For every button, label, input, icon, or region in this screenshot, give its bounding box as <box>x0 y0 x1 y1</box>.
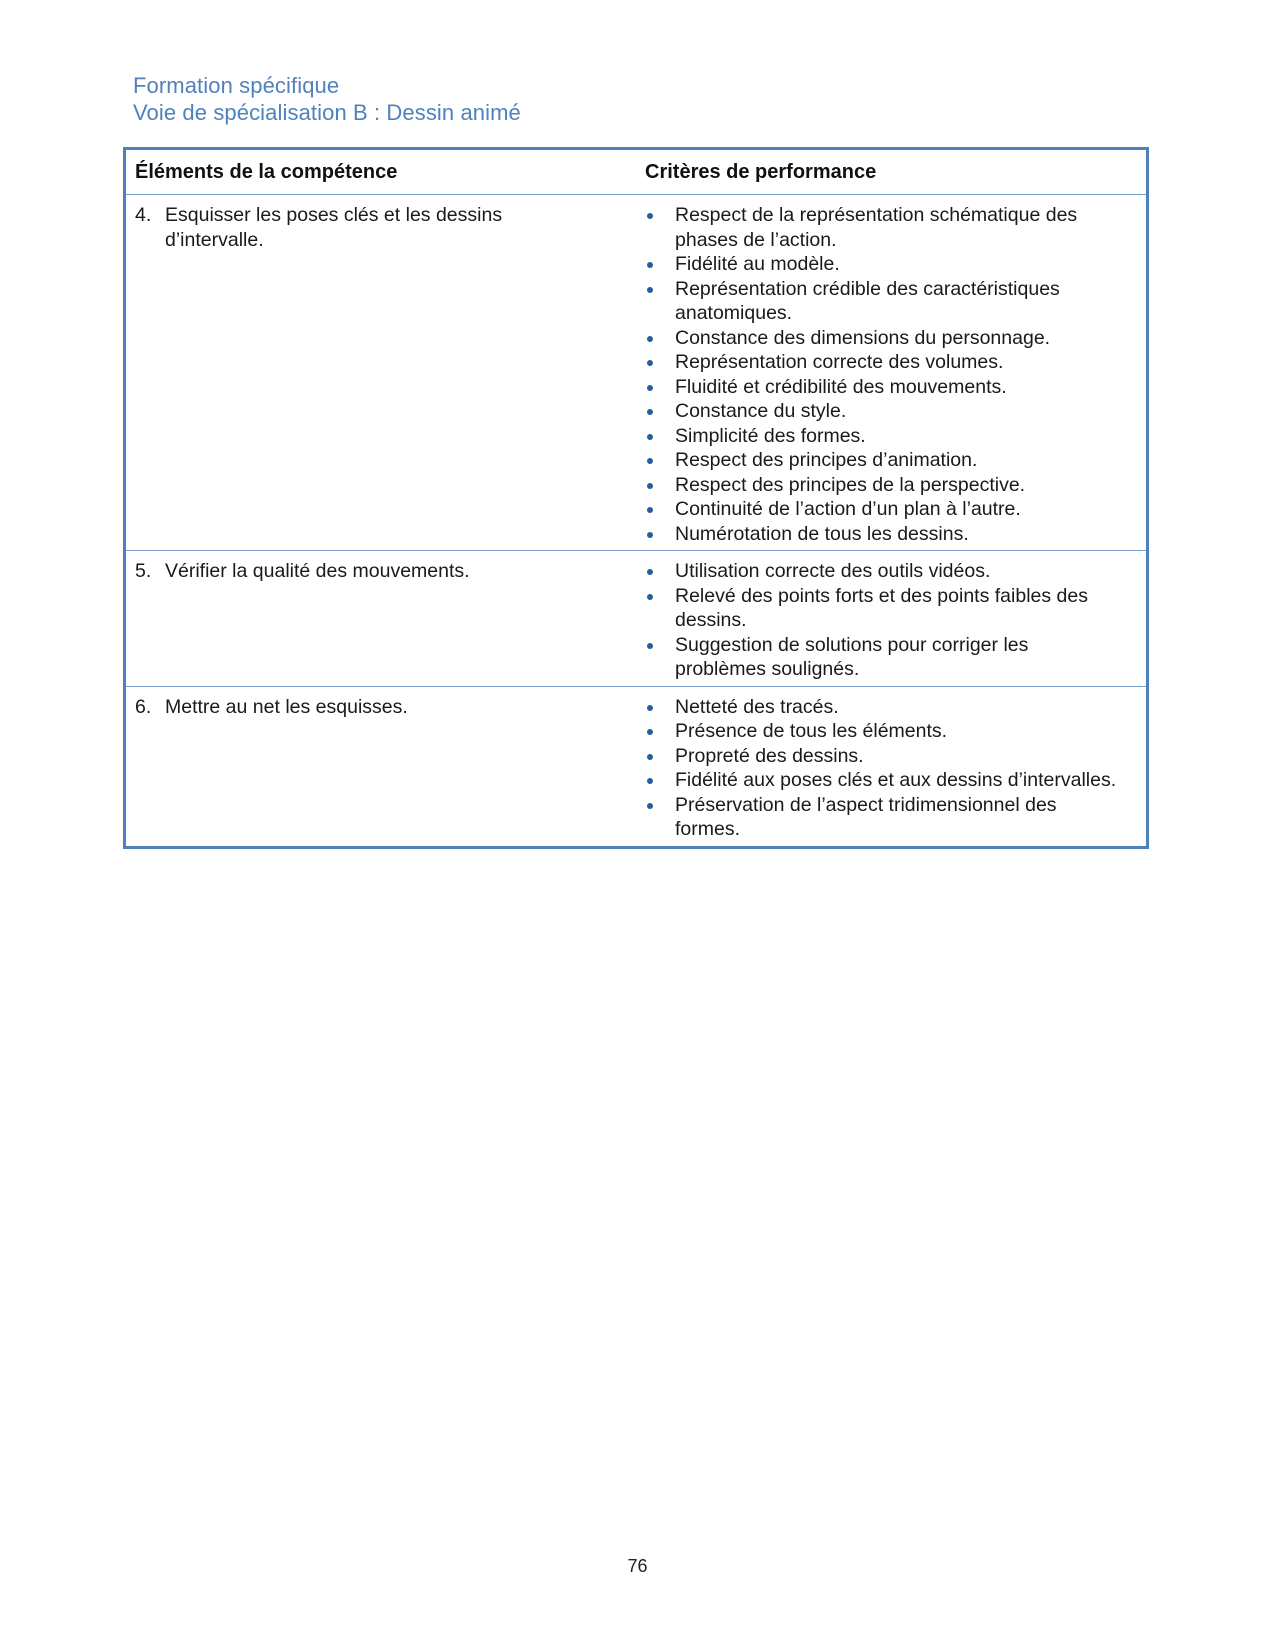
criteria-item: Continuité de l’action d’un plan à l’autre. <box>645 497 1138 522</box>
criteria-item: Fidélité aux poses clés et aux dessins d’intervalles. <box>645 768 1138 793</box>
page-number: 76 <box>627 1556 648 1576</box>
element-cell <box>126 551 636 687</box>
criteria-list <box>645 203 1138 546</box>
criteria-item: Utilisation correcte des outils vidéos. <box>645 559 1138 584</box>
criteria-item: Respect des principes d’animation. <box>645 448 1138 473</box>
element-number: 5. <box>135 560 152 582</box>
table-row <box>126 195 1146 551</box>
section-subtitle: Voie de spécialisation B : Dessin animé <box>133 100 521 125</box>
criteria-item: Relevé des points forts et des points faibles des dessins. <box>645 584 1138 633</box>
criteria-item: Préservation de l’aspect tridimensionnel des formes. <box>645 793 1138 842</box>
criteria-item: Présence de tous les éléments. <box>645 719 1138 744</box>
column-header-criteria: Critères de performance <box>636 150 1146 195</box>
criteria-cell <box>636 195 1146 551</box>
table-header-row <box>126 150 1146 195</box>
criteria-item: Respect de la représentation schématique des phases de l’action. <box>645 203 1138 252</box>
criteria-list <box>645 695 1138 842</box>
criteria-item: Constance du style. <box>645 399 1138 424</box>
criteria-item: Constance des dimensions du personnage. <box>645 326 1138 351</box>
element-number: 6. <box>135 695 152 718</box>
criteria-list <box>645 559 1138 682</box>
criteria-item: Suggestion de solutions pour corriger les problèmes soulignés. <box>645 633 1138 682</box>
criteria-item: Propreté des dessins. <box>645 744 1138 769</box>
element-cell <box>126 195 636 551</box>
criteria-cell <box>636 551 1146 687</box>
criteria-cell <box>636 686 1146 846</box>
criteria-item: Netteté des tracés. <box>645 695 1138 720</box>
element-text: Esquisser les poses clés et les dessins d’intervalle. <box>165 204 503 251</box>
criteria-item: Respect des principes de la perspective. <box>645 473 1138 498</box>
element-number: 4. <box>135 204 152 226</box>
criteria-item: Simplicité des formes. <box>645 424 1138 449</box>
table-row <box>126 551 1146 687</box>
table-row <box>126 686 1146 846</box>
criteria-item: Représentation correcte des volumes. <box>645 350 1138 375</box>
section-title: Formation spécifique <box>133 73 340 98</box>
element-text: Mettre au net les esquisses. <box>165 695 408 718</box>
criteria-item: Représentation crédible des caractéristiques anatomiques. <box>645 277 1138 326</box>
criteria-item: Fidélité au modèle. <box>645 252 1138 277</box>
competence-table <box>123 147 1149 849</box>
page-header <box>133 72 521 126</box>
criteria-item: Fluidité et crédibilité des mouvements. <box>645 375 1138 400</box>
criteria-item: Numérotation de tous les dessins. <box>645 522 1138 547</box>
element-cell <box>126 686 636 846</box>
element-text: Vérifier la qualité des mouvements. <box>165 560 470 582</box>
column-header-elements: Éléments de la compétence <box>126 150 636 195</box>
